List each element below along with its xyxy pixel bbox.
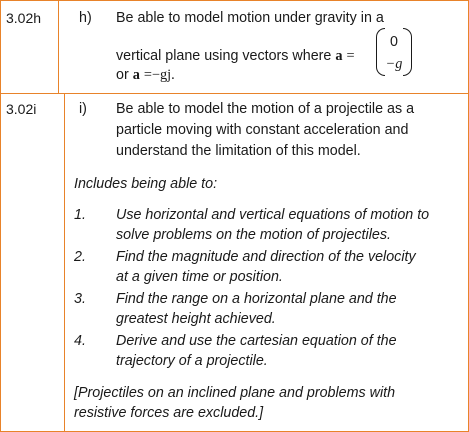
vector-a-symbol-2: a	[132, 67, 140, 83]
gravity-expression: =−gj.	[143, 67, 175, 83]
row-h-line-2-text: vertical plane using vectors where	[116, 48, 332, 64]
item-letter-i: i)	[79, 101, 87, 117]
spec-code-3-02i: 3.02i	[6, 101, 37, 117]
list-item-1-line-2: solve problems on the motion of projectiles.	[116, 227, 391, 243]
list-number-1: 1.	[74, 207, 86, 223]
spec-code-3-02h: 3.02h	[6, 10, 42, 26]
list-item-2-line-1: Find the magnitude and direction of the velocity	[116, 249, 416, 265]
row-divider	[0, 93, 468, 94]
row-h-line-1: Be able to model motion under gravity in a	[116, 10, 384, 26]
row-h-line-3	[116, 66, 175, 84]
row-i-line-2: particle moving with constant acceleration and	[116, 122, 409, 138]
includes-label: Includes being able to:	[74, 176, 218, 192]
item-letter-h: h)	[79, 10, 92, 26]
exclusion-note-line-2: resistive forces are excluded.]	[74, 405, 264, 421]
row-i-line-1: Be able to model the motion of a projectile as a	[116, 101, 415, 117]
list-item-4-line-2: trajectory of a projectile.	[116, 353, 268, 369]
vector-a-symbol: a	[335, 48, 343, 64]
list-number-4: 4.	[74, 333, 86, 349]
row-h-or: or	[116, 67, 129, 83]
row-h-line-2	[116, 47, 355, 65]
exclusion-note-line-1: [Projectiles on an inclined plane and problems with	[74, 385, 396, 401]
list-item-3-line-2: greatest height achieved.	[116, 311, 276, 327]
code-column-divider	[58, 0, 59, 94]
list-item-1-line-1: Use horizontal and vertical equations of motion to	[116, 207, 430, 223]
vector-top-entry: 0	[390, 34, 398, 50]
row-i-line-3: understand the limitation of this model.	[116, 143, 361, 159]
equals-sign: =	[346, 48, 355, 64]
column-vector	[376, 28, 412, 78]
list-number-2: 2.	[74, 249, 86, 265]
list-number-3: 3.	[74, 291, 86, 307]
list-item-3-line-1: Find the range on a horizontal plane and the	[116, 291, 397, 307]
list-item-4-line-1: Derive and use the cartesian equation of the	[116, 333, 397, 349]
list-item-2-line-2: at a given time or position.	[116, 269, 283, 285]
code-column-divider	[64, 94, 65, 431]
vector-bottom-entry: −g	[385, 56, 403, 72]
